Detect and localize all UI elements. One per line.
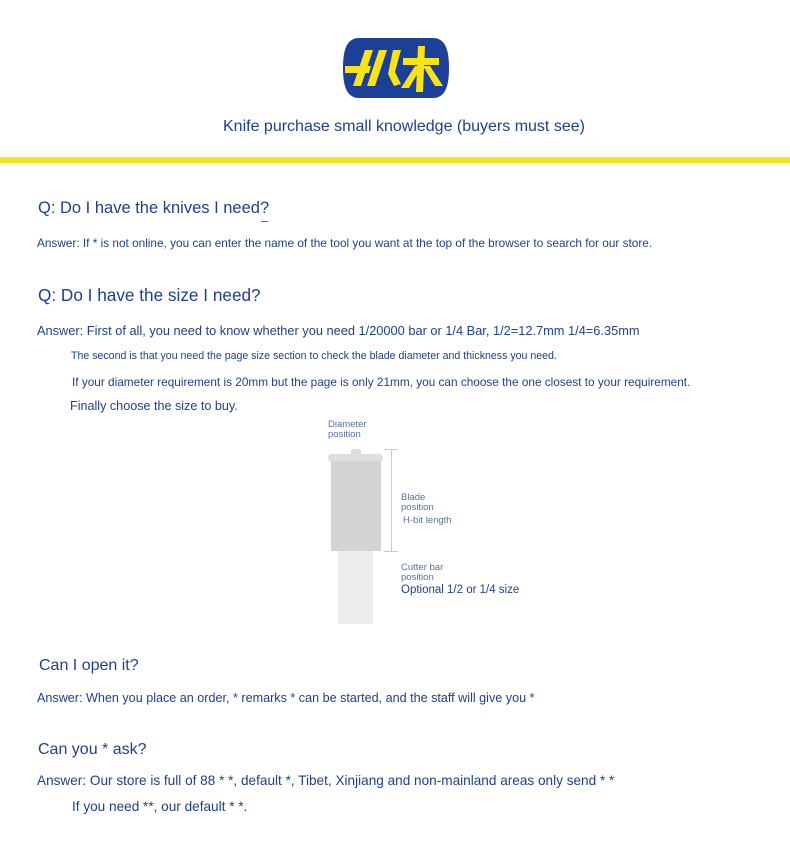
blade-body xyxy=(331,461,381,551)
blade-position-label xyxy=(401,493,434,513)
cutter-bar-position-label-line-2: position xyxy=(401,572,434,583)
optional-size-label: Optional 1/2 or 1/4 size xyxy=(401,584,520,596)
faq-answer-4-line-2: If you need **, our default * *. xyxy=(72,799,248,814)
faq-question-3: Can I open it? xyxy=(39,657,139,674)
faq-answer-4-line-1: Answer: Our store is full of 88 * *, default *, Tibet, Xinjiang and non-mainland areas only send * * xyxy=(37,773,615,788)
faq-answer-2-line-4: Finally choose the size to buy. xyxy=(70,399,238,413)
yellow-divider xyxy=(0,157,790,163)
faq-question-2: Q: Do I have the size I need? xyxy=(38,285,261,305)
blade-diagram xyxy=(326,446,402,626)
blade-position-label-line-1: Blade xyxy=(401,492,426,503)
page-subtitle: Knife purchase small knowledge (buyers must see) xyxy=(223,118,585,135)
blade-cap xyxy=(328,454,383,462)
blade-position-label-line-2: position xyxy=(401,502,434,513)
underline-mark xyxy=(261,221,268,222)
faq-question-4: Can you * ask? xyxy=(38,741,147,758)
faq-answer-3: Answer: When you place an order, * remarks * can be started, and the staff will give you * xyxy=(37,691,535,705)
faq-answer-1: Answer: If * is not online, you can enter the name of the tool you want at the top of the browser to search for our store. xyxy=(37,236,653,250)
diameter-position-label-line-1: Diameter xyxy=(328,419,367,430)
h-bit-length-label: H-bit length xyxy=(403,515,452,526)
cutter-bar-position-label xyxy=(401,563,443,583)
cutter-bar-position-label-line-1: Cutter bar xyxy=(401,562,444,573)
faq-answer-2-line-2: The second is that you need the page size section to check the blade diameter and thickness you need. xyxy=(71,350,557,362)
faq-answer-2-line-1: Answer: First of all, you need to know whether you need 1/20000 bar or 1/4 Bar, 1/2=12.7mm 1/4=6.35mm xyxy=(37,323,640,338)
faq-answer-2-line-3: If your diameter requirement is 20mm but the page is only 21mm, you can choose the one closest to your requirement. xyxy=(72,375,691,389)
brand-logo-icon xyxy=(343,36,449,100)
faq-question-1: Q: Do I have the knives I need? xyxy=(38,199,270,217)
diameter-position-label xyxy=(328,420,367,440)
cutter-bar-shank xyxy=(338,551,373,624)
diameter-position-label-line-2: position xyxy=(328,429,361,440)
